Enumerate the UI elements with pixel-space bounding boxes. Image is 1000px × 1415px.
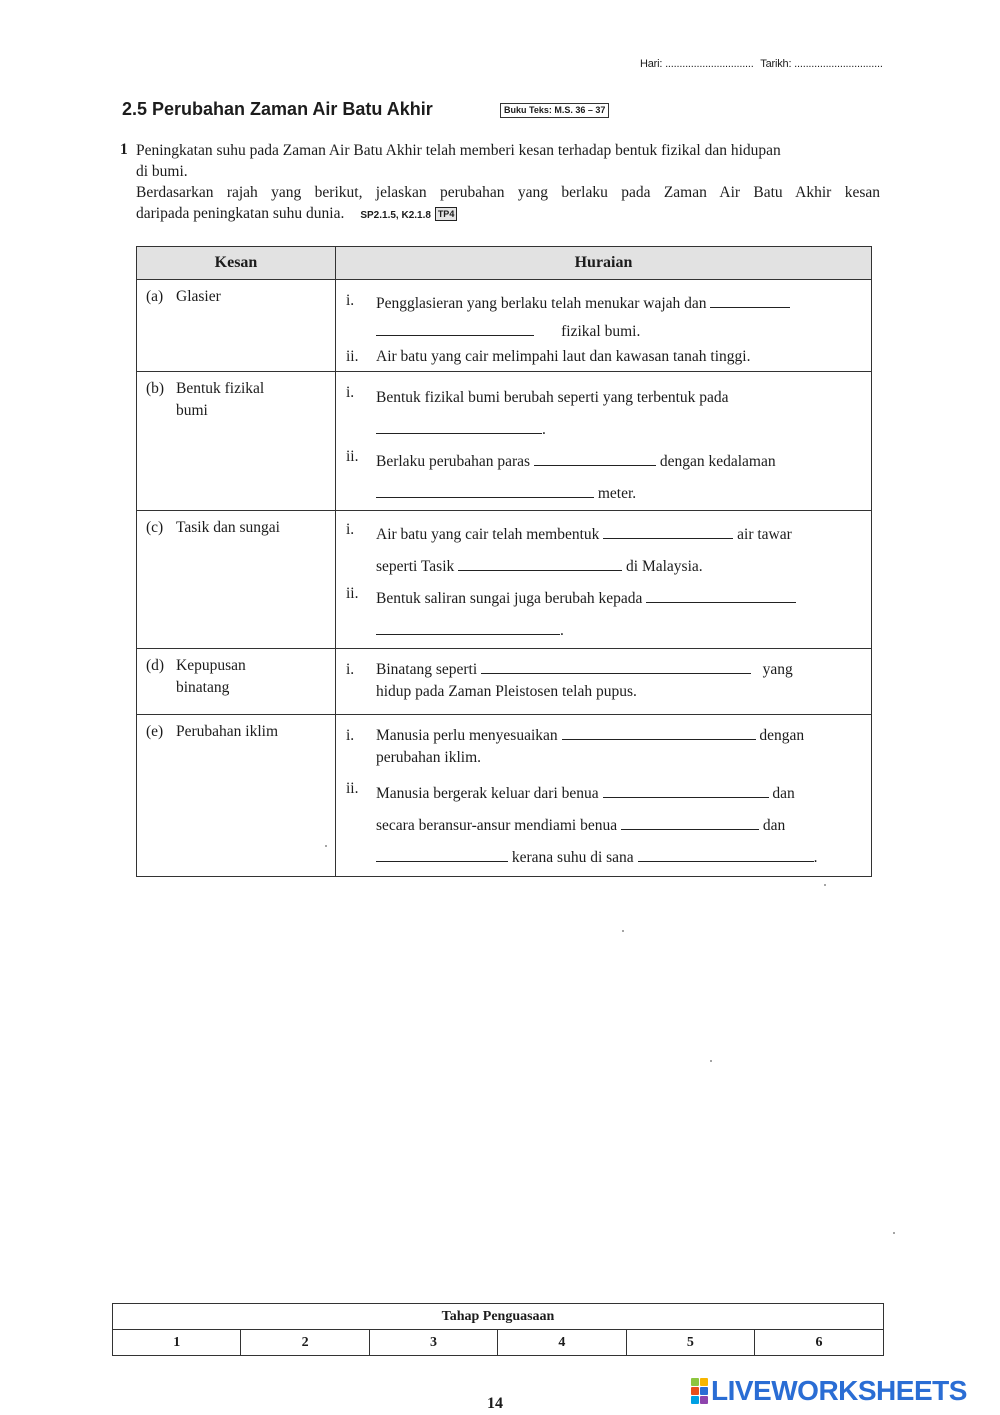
huraian-cell — [336, 715, 872, 877]
item-text: hidup pada Zaman Pleistosen telah pupus. — [376, 683, 637, 700]
row-label: (e) — [146, 723, 164, 740]
question-line — [136, 203, 880, 226]
answer-blank[interactable] — [638, 848, 814, 862]
table-row — [137, 372, 872, 511]
kesan-text: Tasik dan sungai — [176, 519, 280, 536]
item-number: ii. — [346, 585, 359, 602]
kesan-cell — [137, 649, 336, 715]
item-text: seperti Tasik — [376, 558, 455, 575]
tahap-level-cell[interactable]: 4 — [498, 1330, 626, 1356]
item-text: Bentuk saliran sungai juga berubah kepada — [376, 590, 643, 607]
answer-blank[interactable] — [603, 784, 769, 798]
answer-blank[interactable] — [376, 322, 534, 336]
scan-speck — [710, 1060, 712, 1062]
kesan-cell — [137, 715, 336, 877]
answer-blank[interactable] — [376, 621, 560, 635]
logo-tiles-icon — [691, 1378, 708, 1404]
item-text: Manusia bergerak keluar dari benua — [376, 785, 599, 802]
answer-blank[interactable] — [481, 660, 751, 674]
kesan-cell — [137, 511, 336, 649]
item-number: i. — [346, 384, 355, 401]
kesan-cell — [137, 280, 336, 372]
logo-tile — [691, 1396, 699, 1404]
logo-tile — [691, 1378, 699, 1386]
tahap-penguasaan-table — [112, 1303, 884, 1356]
item-text: fizikal bumi. — [561, 323, 641, 340]
huraian-cell — [336, 280, 872, 372]
scan-speck — [893, 1232, 895, 1234]
date-header — [640, 58, 887, 70]
answer-blank[interactable] — [376, 848, 508, 862]
answer-blank[interactable] — [458, 557, 622, 571]
scan-speck — [824, 884, 826, 886]
item-text: Pengglasieran yang berlaku telah menukar wajah dan — [376, 295, 707, 312]
item-number: i. — [346, 292, 355, 309]
table-row — [137, 280, 872, 372]
item-text: air tawar — [737, 526, 792, 543]
page-number: 14 — [487, 1395, 503, 1412]
item-text: dengan — [759, 727, 805, 744]
row-label: (d) — [146, 657, 165, 674]
row-label: (c) — [146, 519, 164, 536]
item-number: ii. — [346, 448, 359, 465]
question-line: Berdasarkan rajah yang berikut, jelaskan perubahan yang berlaku pada Zaman Air Batu Akhir kesan — [136, 184, 880, 201]
huraian-cell — [336, 511, 872, 649]
question-line-text: daripada peningkatan suhu dunia. — [136, 205, 345, 222]
hari-field[interactable]: Hari: ............................... — [640, 58, 754, 70]
logo-tile — [691, 1387, 699, 1395]
answer-blank[interactable] — [376, 484, 594, 498]
answer-blank[interactable] — [646, 589, 796, 603]
item-text: Binatang seperti — [376, 661, 478, 678]
item-text: perubahan iklim. — [376, 749, 482, 766]
row-label: (b) — [146, 380, 165, 397]
tarikh-field[interactable]: Tarikh: ............................... — [760, 58, 883, 70]
item-number: i. — [346, 727, 355, 744]
kesan-text: Perubahan iklim — [176, 723, 279, 740]
item-text: meter. — [597, 485, 637, 502]
kesan-text: Glasier — [176, 288, 221, 305]
item-number: ii. — [346, 348, 359, 365]
kesan-text: Bentuk fizikal — [176, 380, 265, 397]
section-title: 2.5 Perubahan Zaman Air Batu Akhir — [122, 99, 433, 119]
answer-blank[interactable] — [710, 294, 790, 308]
tp-badge: TP4 — [435, 207, 458, 221]
answer-blank[interactable] — [603, 525, 733, 539]
table-row — [137, 511, 872, 649]
item-number: i. — [346, 521, 355, 538]
huraian-cell — [336, 649, 872, 715]
logo-tile — [700, 1396, 708, 1404]
item-text: di Malaysia. — [626, 558, 703, 575]
question-number: 1 — [120, 141, 128, 158]
scan-speck — [622, 930, 624, 932]
kesan-text: bumi — [176, 402, 208, 419]
scan-speck — [325, 845, 327, 847]
table-row — [137, 649, 872, 715]
logo-tile — [700, 1387, 708, 1395]
huraian-cell — [336, 372, 872, 511]
kesan-text: Kepupusan — [176, 657, 246, 674]
item-text: Bentuk fizikal bumi berubah seperti yang terbentuk pada — [376, 389, 729, 406]
table-row — [137, 715, 872, 877]
answer-blank[interactable] — [562, 726, 756, 740]
tahap-title: Tahap Penguasaan — [113, 1304, 884, 1330]
item-text: . — [560, 622, 564, 639]
logo-text: LIVEWORKSHEETS — [711, 1375, 967, 1406]
column-header-huraian: Huraian — [336, 247, 872, 280]
item-text: Air batu yang cair melimpahi laut dan kawasan tanah tinggi. — [376, 348, 751, 365]
question-line: Peningkatan suhu pada Zaman Air Batu Akhir telah memberi kesan terhadap bentuk fizikal dan hidupan — [136, 142, 781, 159]
item-text: Manusia perlu menyesuaikan — [376, 727, 558, 744]
logo-tile — [700, 1378, 708, 1386]
item-text: yang — [762, 661, 793, 678]
skill-codes: SP2.1.5, K2.1.8 — [360, 210, 431, 221]
column-header-kesan: Kesan — [137, 247, 336, 280]
textbook-reference: Buku Teks: M.S. 36 – 37 — [500, 103, 609, 118]
tahap-level-cell[interactable]: 1 — [113, 1330, 241, 1356]
question-line: di bumi. — [136, 163, 188, 180]
item-text: . — [813, 849, 818, 866]
item-number: i. — [346, 661, 355, 678]
answer-blank[interactable] — [534, 452, 656, 466]
answer-blank[interactable] — [621, 816, 759, 830]
item-text: kerana suhu di sana — [511, 849, 634, 866]
item-text: secara beransur-ansur mendiami benua — [376, 817, 618, 834]
kesan-text: binatang — [176, 679, 230, 696]
tahap-levels-row — [113, 1330, 884, 1356]
item-text: dengan kedalaman — [659, 453, 776, 470]
tahap-level-cell[interactable]: 6 — [755, 1330, 884, 1356]
liveworksheets-logo[interactable] — [691, 1376, 967, 1406]
item-number: ii. — [346, 780, 359, 797]
row-label: (a) — [146, 288, 164, 305]
answer-blank[interactable] — [376, 420, 542, 434]
item-text: . — [542, 421, 546, 438]
question-text — [136, 140, 880, 226]
item-text: dan — [772, 785, 795, 802]
tahap-level-cell[interactable]: 5 — [626, 1330, 754, 1356]
effects-table — [136, 246, 872, 877]
tahap-level-cell[interactable]: 3 — [369, 1330, 497, 1356]
kesan-cell — [137, 372, 336, 511]
tahap-level-cell[interactable]: 2 — [241, 1330, 369, 1356]
item-text: dan — [762, 817, 786, 834]
item-text: Air batu yang cair telah membentuk — [376, 526, 600, 543]
item-text: Berlaku perubahan paras — [376, 453, 531, 470]
table-header-row — [137, 247, 872, 280]
